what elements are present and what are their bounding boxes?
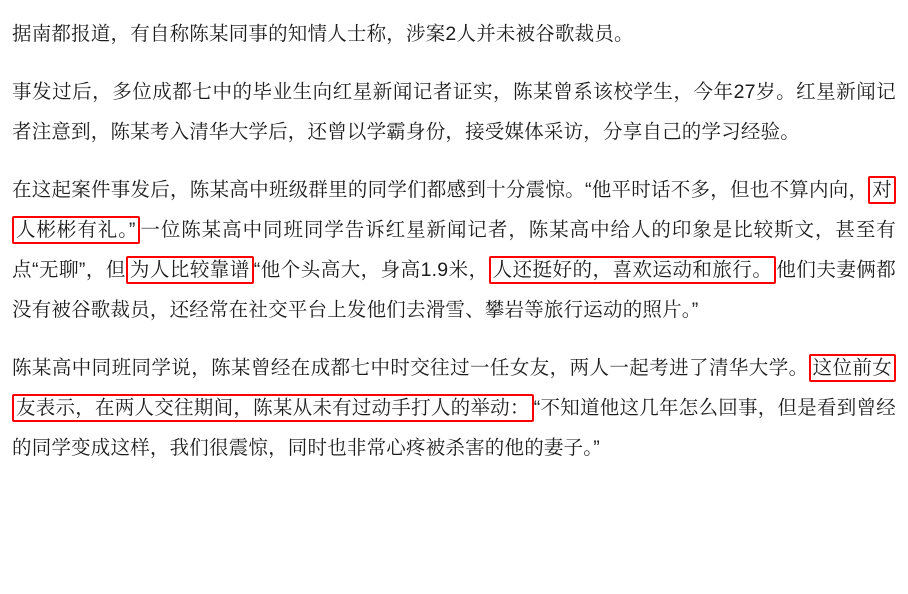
highlighted-text: 这位前女友表示，在两人交往期间，陈某从未有过动手打人的举动： — [12, 354, 896, 422]
paragraph — [12, 170, 896, 330]
paragraph — [12, 14, 896, 54]
highlighted-text: 人还挺好的，喜欢运动和旅行。 — [489, 256, 777, 284]
article-body — [12, 14, 896, 468]
paragraph — [12, 72, 896, 152]
text-run: 事发过后，多位成都七中的毕业生向红星新闻记者证实，陈某曾系该校学生，今年27岁。红星新闻记者注意到，陈某考入清华大学后，还曾以学霸身份，接受媒体采访，分享自己的学习经验。 — [12, 81, 896, 143]
text-run: 一位陈某高中同班同学告诉红星新闻记者，陈某高中给人的印象是比较斯文，甚至有点“无聊”，但 — [12, 219, 896, 281]
highlighted-text: 对人彬彬有礼。” — [12, 176, 896, 244]
text-run: “他个头高大，身高1.9米， — [253, 259, 489, 281]
text-run: 他们夫妻俩都没有被谷歌裁员，还经常在社交平台上发他们去滑雪、攀岩等旅行运动的照片。” — [12, 259, 896, 321]
text-run: 陈某高中同班同学说，陈某曾经在成都七中时交往过一任女友，两人一起考进了清华大学。 — [12, 357, 809, 379]
paragraph — [12, 348, 896, 468]
text-run: 据南都报道，有自称陈某同事的知情人士称，涉案2人并未被谷歌裁员。 — [12, 23, 634, 45]
text-run: “不知道他这几年怎么回事，但是看到曾经的同学变成这样，我们很震惊，同时也非常心疼被杀害的他的妻子。” — [12, 397, 897, 459]
highlighted-text: 为人比较靠谱 — [126, 256, 254, 284]
text-run: 在这起案件事发后，陈某高中班级群里的同学们都感到十分震惊。“他平时话不多，但也不算内向， — [12, 179, 869, 201]
